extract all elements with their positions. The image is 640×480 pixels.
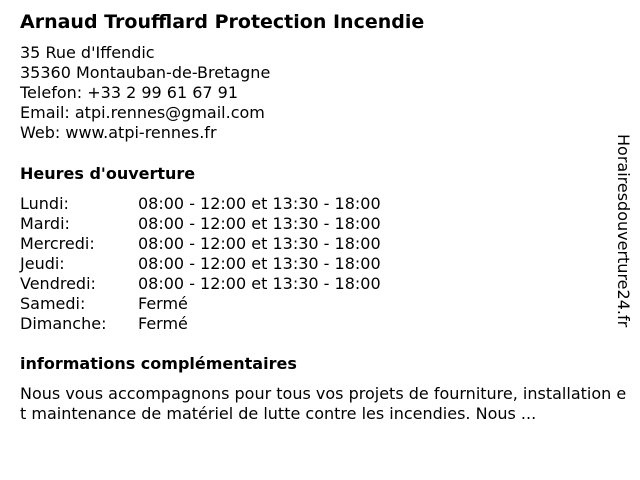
hours-heading: Heures d'ouverture — [20, 164, 196, 183]
day-label: Mardi: — [20, 214, 70, 233]
hours-row-saturday — [20, 294, 381, 314]
day-hours: 08:00 - 12:00 et 13:30 - 18:00 — [138, 254, 381, 273]
website-line: Web: www.atpi-rennes.fr — [20, 123, 217, 142]
business-name: Arnaud Troufflard Protection Incendie — [20, 11, 425, 33]
day-hours: 08:00 - 12:00 et 13:30 - 18:00 — [138, 234, 381, 253]
day-label: Vendredi: — [20, 274, 96, 293]
hours-row-monday — [20, 194, 381, 214]
hours-row-friday — [20, 274, 381, 294]
info-text: Nous vous accompagnons pour tous vos projets de fourniture, installation et maintenance de matériel de lutte contre les incendies. Nous ... — [20, 384, 627, 423]
day-label: Samedi: — [20, 294, 86, 313]
day-hours: 08:00 - 12:00 et 13:30 - 18:00 — [138, 274, 381, 293]
day-label: Jeudi: — [20, 254, 65, 273]
hours-row-tuesday — [20, 214, 381, 234]
day-hours: 08:00 - 12:00 et 13:30 - 18:00 — [138, 194, 381, 213]
info-heading: informations complémentaires — [20, 354, 297, 373]
hours-table — [20, 194, 381, 334]
day-hours: Fermé — [138, 314, 188, 333]
contact-block — [20, 43, 270, 143]
hours-row-thursday — [20, 254, 381, 274]
address-city: 35360 Montauban-de-Bretagne — [20, 63, 271, 82]
day-hours: 08:00 - 12:00 et 13:30 - 18:00 — [138, 214, 381, 233]
address-street: 35 Rue d'Iffendic — [20, 43, 155, 62]
watermark-text: Horairesdouverture24.fr — [614, 134, 633, 328]
day-hours: Fermé — [138, 294, 188, 313]
day-label: Lundi: — [20, 194, 69, 213]
email-line: Email: atpi.rennes@gmail.com — [20, 103, 265, 122]
phone-line: Telefon: +33 2 99 61 67 91 — [20, 83, 239, 102]
day-label: Mercredi: — [20, 234, 95, 253]
hours-row-wednesday — [20, 234, 381, 254]
day-label: Dimanche: — [20, 314, 107, 333]
hours-row-sunday — [20, 314, 381, 334]
